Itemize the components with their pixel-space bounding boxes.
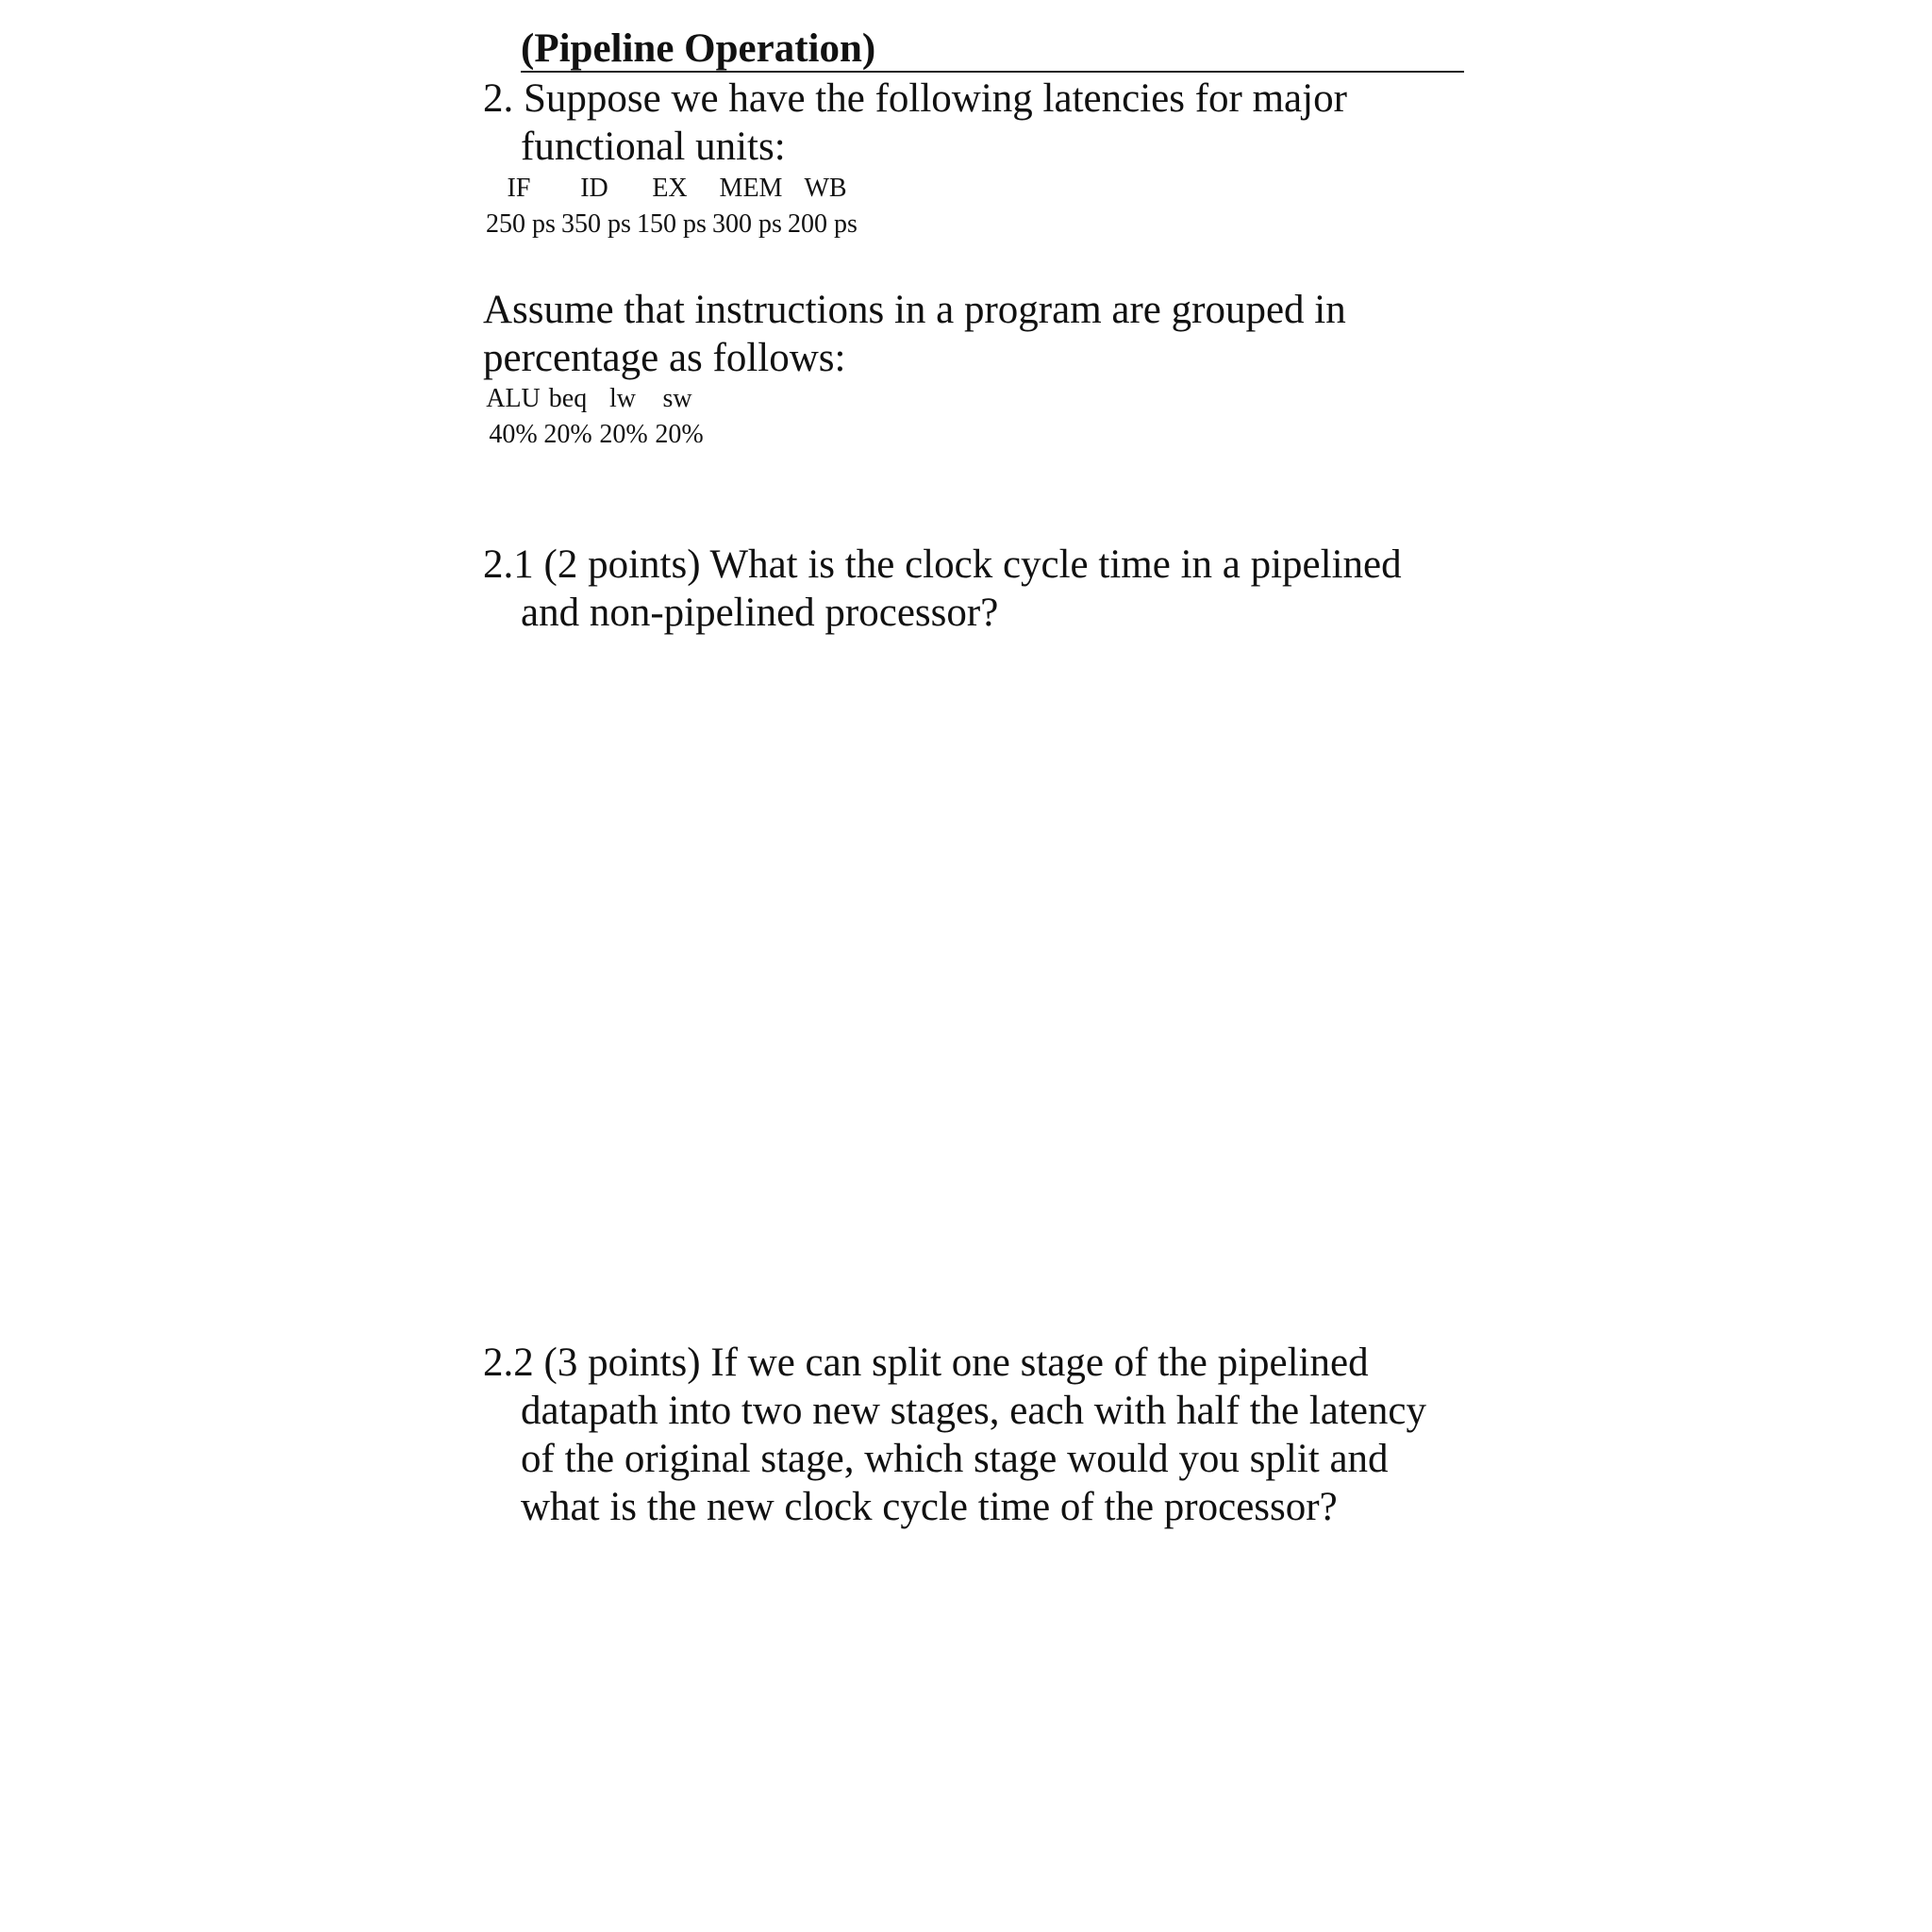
mix-value-beq: 20%: [543, 420, 592, 449]
mix-value-lw: 20%: [599, 420, 648, 449]
question-2-1-line-2: and non-pipelined processor?: [521, 591, 999, 635]
mix-value-row: [483, 419, 728, 451]
latency-header-if: IF: [507, 174, 531, 203]
question-2-1-line-1: 2.1 (2 points) What is the clock cycle time in a pipelined: [483, 542, 1402, 587]
mix-header-lw: lw: [609, 384, 636, 413]
latency-header-mem: MEM: [719, 174, 783, 203]
question-2-2-line-3: of the original stage, which stage would you split and: [521, 1437, 1389, 1481]
latency-value-mem: 300 ps: [712, 209, 782, 239]
section-title: (Pipeline Operation): [521, 26, 876, 71]
instruction-mix-line-1: Assume that instructions in a program are grouped in: [483, 288, 1346, 332]
mix-header-sw: sw: [662, 384, 692, 413]
latency-value-ex: 150 ps: [637, 209, 707, 239]
latency-value-row: [483, 208, 879, 241]
mix-header-beq: beq: [548, 384, 588, 413]
latency-header-wb: WB: [804, 174, 847, 203]
question-2-line-1: 2. Suppose we have the following latencies for major: [483, 76, 1347, 121]
answer-space-2-1[interactable]: [483, 651, 1464, 1311]
mix-value-alu: 40%: [489, 420, 538, 449]
latency-value-if: 250 ps: [486, 209, 556, 239]
latency-value-wb: 200 ps: [788, 209, 858, 239]
mix-value-sw: 20%: [655, 420, 704, 449]
latency-value-id: 350 ps: [561, 209, 631, 239]
title-underline: [521, 71, 1464, 73]
latency-header-row: [483, 173, 860, 205]
mix-header-alu: ALU: [486, 384, 541, 413]
answer-space-2-2[interactable]: [483, 1547, 1464, 1906]
question-2-2-line-4: what is the new clock cycle time of the processor?: [521, 1485, 1338, 1529]
question-2-2-line-2: datapath into two new stages, each with half the latency: [521, 1389, 1427, 1433]
mix-header-row: [483, 383, 728, 415]
instruction-mix-line-2: percentage as follows:: [483, 336, 846, 380]
latency-header-ex: EX: [652, 174, 688, 203]
question-2-2-line-1: 2.2 (3 points) If we can split one stage of the pipelined: [483, 1341, 1369, 1385]
question-2-line-2: functional units:: [521, 125, 786, 169]
latency-header-id: ID: [580, 174, 608, 203]
